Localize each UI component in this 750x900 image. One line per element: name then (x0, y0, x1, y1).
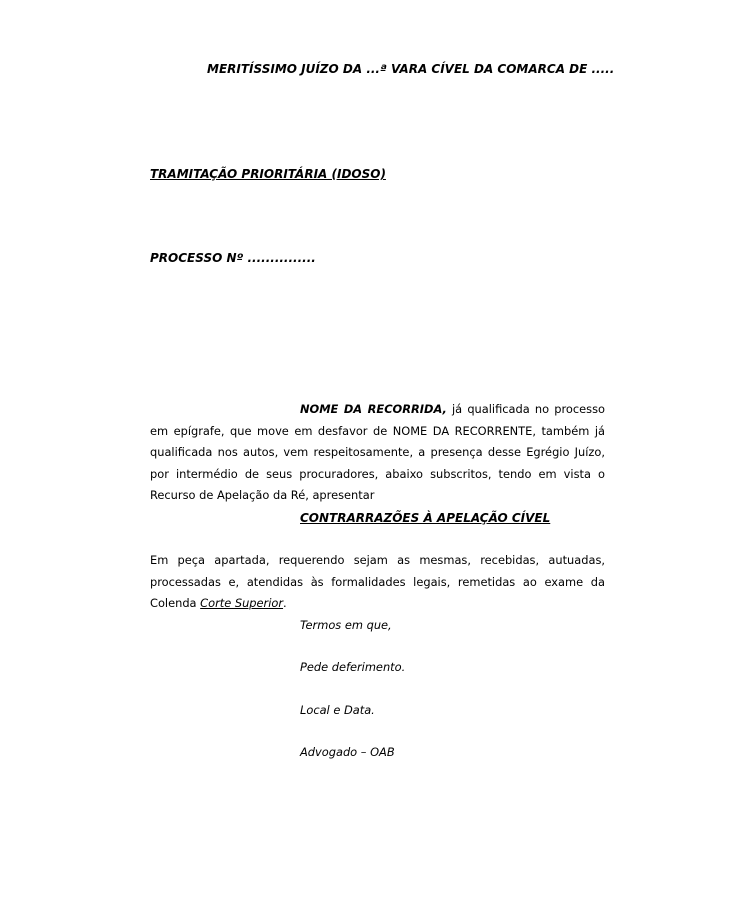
priority-notice: TRAMITAÇÃO PRIORITÁRIA (IDOSO) (150, 167, 386, 181)
intro-paragraph (150, 399, 605, 507)
closing-line-2: Pede deferimento. (300, 660, 406, 674)
body-text: Em peça apartada, requerendo sejam as mesmas, recebidas, autuadas, processadas e, atendidas às formalidades legais, remetidas ao exame da Colenda (150, 553, 605, 610)
closing-line-1: Termos em que, (300, 618, 392, 632)
court-header: MERITÍSSIMO JUÍZO DA ...ª VARA CÍVEL DA COMARCA DE ..... (207, 62, 615, 76)
signature-line: Advogado – OAB (300, 745, 395, 759)
party-name: NOME DA RECORRIDA, (300, 402, 447, 416)
process-number: PROCESSO Nº ............... (150, 251, 316, 265)
body-end: . (283, 596, 287, 610)
intro-text: já qualificada no processo em epígrafe, que move em desfavor de NOME DA RECORRENTE, também já qualificada nos autos, vem respeitosamente, a presença desse Egrégio Juízo, por intermédio de seus procuradores, abaixo subscritos, tendo em vista o Recurso de Apelação da Ré, apresentar (150, 402, 605, 502)
body-paragraph (150, 550, 605, 615)
place-date: Local e Data. (300, 703, 375, 717)
document-title: CONTRARRAZÕES À APELAÇÃO CÍVEL (300, 511, 551, 525)
court-name: Corte Superior (200, 596, 284, 610)
